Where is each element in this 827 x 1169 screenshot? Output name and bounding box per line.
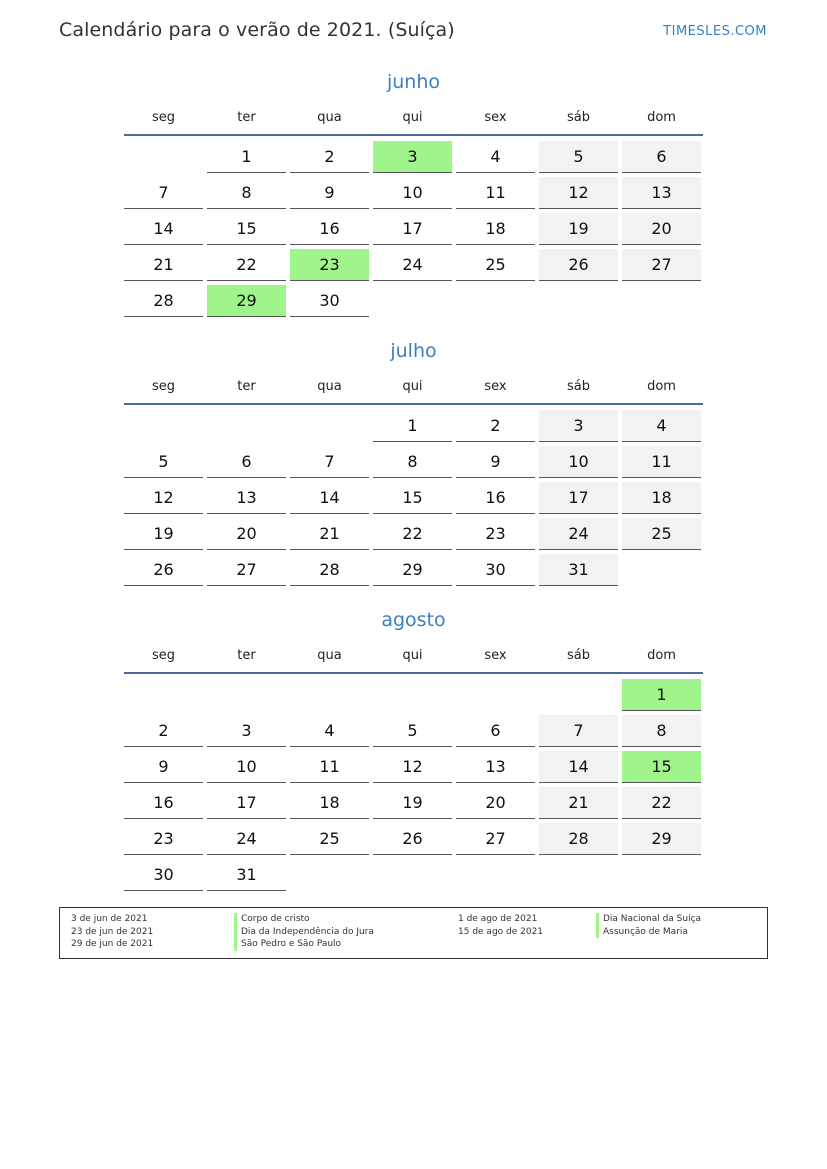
- empty-day-cell: [207, 410, 286, 441]
- day-cell: 15: [373, 482, 452, 514]
- day-cell: 6: [207, 446, 286, 478]
- weekday-header-row: [124, 102, 703, 132]
- day-cell: 13: [456, 751, 535, 783]
- day-cell: 10: [207, 751, 286, 783]
- month-title: junho: [386, 71, 441, 93]
- week-row: [124, 213, 703, 245]
- day-cell: 24: [207, 823, 286, 855]
- day-cell: 8: [622, 715, 701, 747]
- day-cell: 23: [456, 518, 535, 550]
- day-cell: 25: [622, 518, 701, 550]
- day-cell: 5: [539, 141, 618, 173]
- legend-holiday-name: Assunção de Maria: [596, 926, 701, 939]
- empty-day-cell: [539, 859, 618, 890]
- week-row: [124, 141, 703, 173]
- day-cell: 31: [539, 554, 618, 586]
- day-cell: 9: [290, 177, 369, 209]
- day-cell: 22: [622, 787, 701, 819]
- day-cell: 17: [539, 482, 618, 514]
- empty-day-cell: [456, 679, 535, 710]
- day-cell: 11: [290, 751, 369, 783]
- day-cell: 25: [290, 823, 369, 855]
- day-cell: 21: [124, 249, 203, 281]
- legend-holiday-name: São Pedro e São Paulo: [234, 938, 374, 951]
- empty-day-cell: [539, 285, 618, 316]
- weekday-header-row: [124, 640, 703, 670]
- day-cell: 18: [290, 787, 369, 819]
- header-divider: [124, 403, 703, 405]
- day-cell: 21: [539, 787, 618, 819]
- day-cell: 15: [622, 751, 701, 783]
- weekday-label: qua: [317, 109, 342, 125]
- day-cell: 17: [207, 787, 286, 819]
- day-cell: 27: [622, 249, 701, 281]
- day-cell: 2: [290, 141, 369, 173]
- day-cell: 24: [373, 249, 452, 281]
- day-cell: 16: [456, 482, 535, 514]
- day-cell: 5: [373, 715, 452, 747]
- day-cell: 20: [622, 213, 701, 245]
- legend-date: 3 de jun de 2021: [71, 914, 148, 924]
- day-cell: 12: [539, 177, 618, 209]
- legend-names-left: [234, 913, 374, 951]
- day-cell: 7: [290, 446, 369, 478]
- day-cell: 29: [207, 285, 286, 317]
- day-cell: 10: [373, 177, 452, 209]
- day-cell: 16: [290, 213, 369, 245]
- day-cell: 21: [290, 518, 369, 550]
- week-row: [124, 518, 703, 550]
- day-cell: 11: [622, 446, 701, 478]
- week-row: [124, 679, 703, 711]
- weekday-label: sex: [484, 378, 507, 394]
- day-cell: 4: [622, 410, 701, 442]
- day-cell: 12: [373, 751, 452, 783]
- site-logo[interactable]: TIMESLES.COM: [663, 24, 767, 39]
- week-row: [124, 715, 703, 747]
- weekday-label: seg: [151, 647, 176, 663]
- weekday-label: sex: [484, 647, 507, 663]
- month-title: julho: [390, 340, 437, 362]
- day-cell: 27: [207, 554, 286, 586]
- day-cell: 29: [622, 823, 701, 855]
- day-cell: 1: [622, 679, 701, 711]
- weekday-label: dom: [647, 647, 676, 663]
- weekday-label: qui: [402, 109, 423, 125]
- empty-day-cell: [290, 859, 369, 890]
- empty-day-cell: [207, 679, 286, 710]
- holiday-legend: [59, 907, 768, 959]
- legend-date: 29 de jun de 2021: [71, 939, 154, 949]
- day-cell: 7: [539, 715, 618, 747]
- weekday-label: sáb: [567, 378, 590, 394]
- day-cell: 28: [124, 285, 203, 317]
- week-row: [124, 751, 703, 783]
- day-cell: 8: [373, 446, 452, 478]
- empty-day-cell: [373, 679, 452, 710]
- day-cell: 14: [290, 482, 369, 514]
- month-calendar-july: [124, 337, 703, 590]
- day-cell: 23: [290, 249, 369, 281]
- weekday-header-row: [124, 371, 703, 401]
- weekday-label: qui: [402, 647, 423, 663]
- legend-date: 23 de jun de 2021: [71, 926, 154, 937]
- legend-names-right: [596, 913, 701, 938]
- weekday-label: qua: [317, 647, 342, 663]
- day-cell: 7: [124, 177, 203, 209]
- day-cell: 3: [539, 410, 618, 442]
- day-cell: 28: [539, 823, 618, 855]
- day-cell: 16: [124, 787, 203, 819]
- day-cell: 1: [373, 410, 452, 442]
- day-cell: 6: [456, 715, 535, 747]
- week-row: [124, 554, 703, 586]
- day-cell: 20: [207, 518, 286, 550]
- month-title: agosto: [381, 609, 446, 631]
- legend-date: 1 de ago de 2021: [458, 914, 538, 924]
- weekday-label: sex: [484, 109, 507, 125]
- weekday-label: ter: [237, 647, 256, 663]
- weekday-label: seg: [151, 378, 176, 394]
- weekday-label: sáb: [567, 647, 590, 663]
- day-cell: 30: [290, 285, 369, 317]
- week-row: [124, 482, 703, 514]
- week-row: [124, 787, 703, 819]
- day-cell: 14: [124, 213, 203, 245]
- day-cell: 15: [207, 213, 286, 245]
- weekday-label: ter: [237, 378, 256, 394]
- weekday-label: ter: [237, 109, 256, 125]
- day-cell: 30: [456, 554, 535, 586]
- day-cell: 27: [456, 823, 535, 855]
- day-cell: 9: [456, 446, 535, 478]
- weekday-label: seg: [151, 109, 176, 125]
- empty-day-cell: [373, 285, 452, 316]
- day-cell: 11: [456, 177, 535, 209]
- week-row: [124, 285, 703, 317]
- day-cell: 30: [124, 859, 203, 891]
- day-cell: 26: [373, 823, 452, 855]
- week-row: [124, 859, 703, 891]
- month-calendar-june: [124, 68, 703, 321]
- weekday-label: qui: [402, 378, 423, 394]
- empty-day-cell: [290, 410, 369, 441]
- day-cell: 26: [124, 554, 203, 586]
- week-row: [124, 177, 703, 209]
- day-cell: 3: [373, 141, 452, 173]
- day-cell: 4: [456, 141, 535, 173]
- empty-day-cell: [456, 285, 535, 316]
- week-row: [124, 446, 703, 478]
- legend-holiday-name: Corpo de cristo: [234, 913, 374, 926]
- page-title: Calendário para o verão de 2021. (Suíça): [59, 19, 455, 41]
- day-cell: 6: [622, 141, 701, 173]
- day-cell: 31: [207, 859, 286, 891]
- empty-day-cell: [290, 679, 369, 710]
- empty-day-cell: [622, 285, 701, 316]
- legend-holiday-name: Dia da Independência do Jura: [234, 926, 374, 939]
- empty-day-cell: [373, 859, 452, 890]
- day-cell: 13: [622, 177, 701, 209]
- empty-day-cell: [124, 410, 203, 441]
- weekday-label: dom: [647, 378, 676, 394]
- day-cell: 20: [456, 787, 535, 819]
- day-cell: 24: [539, 518, 618, 550]
- week-row: [124, 249, 703, 281]
- header-divider: [124, 134, 703, 136]
- legend-dates-right: [458, 913, 543, 938]
- day-cell: 25: [456, 249, 535, 281]
- day-cell: 12: [124, 482, 203, 514]
- day-cell: 4: [290, 715, 369, 747]
- day-cell: 19: [539, 213, 618, 245]
- day-cell: 17: [373, 213, 452, 245]
- legend-holiday-name: Dia Nacional da Suíça: [596, 913, 701, 926]
- day-cell: 9: [124, 751, 203, 783]
- day-cell: 29: [373, 554, 452, 586]
- day-cell: 18: [456, 213, 535, 245]
- weekday-label: dom: [647, 109, 676, 125]
- day-cell: 19: [373, 787, 452, 819]
- weekday-label: qua: [317, 378, 342, 394]
- week-row: [124, 823, 703, 855]
- empty-day-cell: [539, 679, 618, 710]
- legend-date: 15 de ago de 2021: [458, 926, 544, 937]
- day-cell: 3: [207, 715, 286, 747]
- day-cell: 8: [207, 177, 286, 209]
- week-row: [124, 410, 703, 442]
- day-cell: 10: [539, 446, 618, 478]
- day-cell: 13: [207, 482, 286, 514]
- empty-day-cell: [456, 859, 535, 890]
- day-cell: 28: [290, 554, 369, 586]
- day-cell: 1: [207, 141, 286, 173]
- day-cell: 2: [124, 715, 203, 747]
- weekday-label: sáb: [567, 109, 590, 125]
- day-cell: 2: [456, 410, 535, 442]
- day-cell: 26: [539, 249, 618, 281]
- empty-day-cell: [124, 141, 203, 172]
- day-cell: 22: [373, 518, 452, 550]
- legend-dates-left: [71, 913, 153, 951]
- day-cell: 5: [124, 446, 203, 478]
- day-cell: 19: [124, 518, 203, 550]
- empty-day-cell: [124, 679, 203, 710]
- empty-day-cell: [622, 859, 701, 890]
- day-cell: 23: [124, 823, 203, 855]
- header-divider: [124, 672, 703, 674]
- day-cell: 22: [207, 249, 286, 281]
- day-cell: 18: [622, 482, 701, 514]
- month-calendar-august: [124, 606, 703, 895]
- empty-day-cell: [622, 554, 701, 585]
- day-cell: 14: [539, 751, 618, 783]
